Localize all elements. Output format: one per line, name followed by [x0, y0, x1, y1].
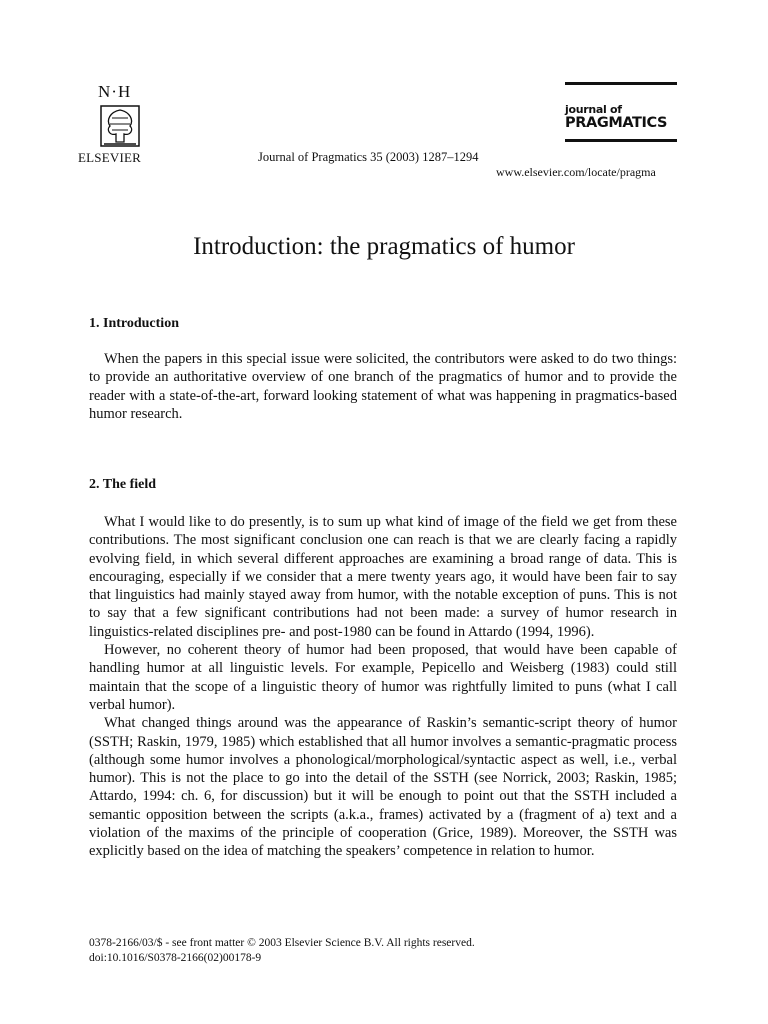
elsevier-logo — [78, 82, 158, 152]
logo-rule-top — [565, 82, 677, 85]
paragraph: What I would like to do presently, is to sum up what kind of image of the field we get from these contributions. The most significant conclusion one can reach is that we are clearly facing a rapidly evolving field, in which several different approaches are examining a broad range of data. This is encouraging, especially if we consider that a mere twenty years ago, it would have been fair to say that linguistics had mainly stayed away from humor, with the notable exception of puns. This is not to say that a few significant contributions had not been made: a survey of humor research in linguistics-related disciplines pre- and post-1980 can be found in Attardo (1994, 1996). — [89, 514, 677, 640]
doi-line: doi:10.1016/S0378-2166(02)00178-9 — [89, 952, 262, 964]
tree-emblem-icon — [98, 104, 142, 148]
article-title: Introduction: the pragmatics of humor — [193, 233, 575, 260]
journal-logo — [565, 82, 677, 142]
publisher-mark: N·H — [98, 82, 132, 101]
publisher-name: ELSEVIER — [78, 150, 141, 165]
section-heading-the-field: 2. The field — [89, 477, 157, 492]
paragraph: When the papers in this special issue were solicited, the contributors were asked to do two things: to provide an authoritative overview of one branch of the pragmatics of humor and to provide the reader with a state-of-the-art, forward looking statement of what was happening in pragmatics-based humor research. — [89, 351, 677, 422]
journal-logo-big: PRAGMATICS — [565, 115, 668, 131]
section-body-introduction — [89, 350, 677, 423]
paragraph: However, no coherent theory of humor had been proposed, that would have been capable of handling humor at all linguistic levels. For example, Pepicello and Weisberg (1983) could still maintain that the scope of a linguistic theory of humor was rightfully limited to puns (what I call verbal humor). — [89, 642, 677, 713]
paragraph: What changed things around was the appearance of Raskin’s semantic-script theory of humor (SSTH; Raskin, 1979, 1985) which established that all humor involves a semantic-pragmatic process (although some humor involves a phonological/morphological/syntactic aspect as well, i.e., verbal humor). This is not the place to go into the detail of the SSTH (see Norrick, 2003; Raskin, 1985; Attardo, 1994: ch. 6, for discussion) but it will be enough to point out that the SSTH included a semantic opposition between the scripts (a.k.a., frames) activated by a (fragment of a) text and a violation of the maxims of the principle of cooperation (Grice, 1989). Moreover, the SSTH was explicitly based on the idea of matching the speakers’ competence in relation to humor. — [89, 715, 677, 860]
section-heading-introduction: 1. Introduction — [89, 316, 179, 331]
journal-url: www.elsevier.com/locate/pragma — [496, 165, 656, 179]
journal-logo-small: journal of — [565, 103, 622, 116]
logo-rule-bottom — [565, 139, 677, 142]
page-footer — [89, 936, 475, 966]
copyright-line: 0378-2166/03/$ - see front matter © 2003 Elsevier Science B.V. All rights reserved. — [89, 937, 475, 949]
journal-reference: Journal of Pragmatics 35 (2003) 1287–1294 — [258, 150, 479, 164]
section-body-the-field — [89, 513, 677, 861]
